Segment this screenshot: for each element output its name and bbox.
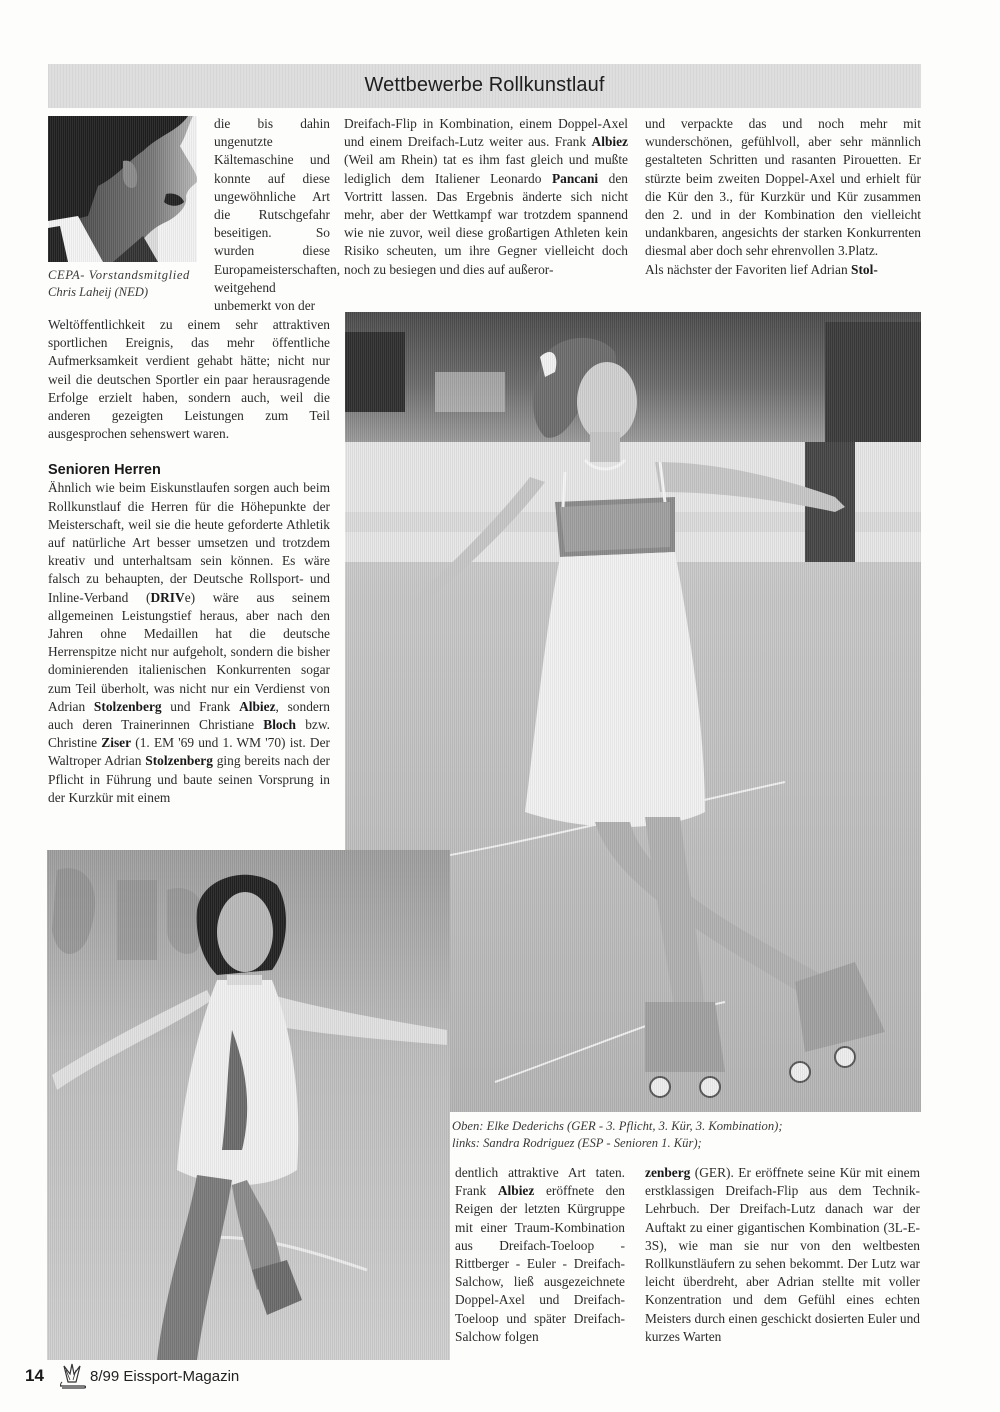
column1-body <box>48 316 330 807</box>
text-span: den Vortritt lassen. Das Ergebnis änderte sich nicht mehr, aber der Wettkampf war trotzdem spannend wie nie zuvor, weil diese großartigen Athleten kein Risiko scheuten, um ihre Gegner vielleicht doch noch zu besiegen und dies auf außeror- <box>344 170 628 277</box>
skater-woman-illustration-icon <box>47 850 450 1360</box>
text-span: (Weil am Rhein) tat es ihm fast gleich und mußte lediglich dem Italiener Leonardo <box>344 152 628 186</box>
bold-name: zenberg <box>645 1165 691 1180</box>
column1-intro-beside-photo <box>214 115 341 315</box>
column4-body <box>455 1164 625 1346</box>
bold-name: Stolzenberg <box>145 753 213 769</box>
page-number: 14 <box>25 1366 44 1385</box>
column2-body <box>344 115 628 279</box>
section-title: Wettbewerbe Rollkunstlauf <box>364 74 605 96</box>
portrait-caption-line1: CEPA- Vorstandsmitglied <box>48 268 190 282</box>
text-span: Ähnlich wie beim Eiskunstlaufen sorgen auch beim Rollkunstlauf die Herren für die Höhepunkte der Meisterschaft, weil sie die heute geforderte Athletik auf natürliche Art besser umsetzen und trotzdem kreativ und unterhaltsam sein können. Es wäre falsch zu behaupten, der Deutsche Rollsport- und Inline-Verband ( <box>48 480 330 605</box>
text-span: dentlich attraktive Art taten. Frank <box>455 1165 625 1199</box>
bold-name: Bloch <box>263 717 297 733</box>
paragraph-column3-a: und verpackte das und noch mehr mit wunderschönen, gefühlvoll, aber sehr männlich gestalteten Schritten und rasanten Pirouetten. Er stürzte beim zweiten Doppel-Axel und erhielt für die Kür den 3., für Kurzkür und Kür zusammen den 2. und in der Kombination den vielleicht undankbaren, angesichts der starken Konkurrenten diesmal aber doch sehr ehrenvollen 3.Platz. <box>645 116 921 259</box>
text-span: eröffnete den Reigen der letzten Kürgruppe mit einer Traum-Kombination aus Dreifach-Toeloop - Rittberger - Euler - Dreifach-Salchow, ließ ausgezeichnete Doppel-Axel und Dreifach-Toeloop und später Dreifach-Salchow folgen <box>455 1183 625 1344</box>
section-header-bar <box>48 64 921 108</box>
bold-name: DRIV <box>150 589 185 605</box>
bold-name: Pancani <box>551 170 599 186</box>
bold-name: Albiez <box>591 134 628 150</box>
intro-text-beside-photo: die bis dahin ungenutzte Kältemaschine und konnte auf diese ungewöhnliche Art die Rutschgefahr beseitigen. So wurden diese Europameisterschaften, weitgehend unbemerkt von der <box>214 116 341 314</box>
text-span: Als nächster der Favoriten lief Adrian <box>645 261 852 277</box>
bold-name: Albiez <box>497 1183 535 1199</box>
photo-caption <box>452 1118 872 1151</box>
portrait-silhouette-icon <box>48 116 197 262</box>
photo-sandra-rodriguez <box>47 850 450 1360</box>
portrait-photo <box>48 116 197 262</box>
text-span: Dreifach-Flip in Kombination, einem Doppel-Axel und einem Dreifach-Lutz weiter aus. Frank <box>344 116 628 150</box>
paragraph-column2 <box>344 115 628 279</box>
paragraph-column4 <box>455 1164 625 1346</box>
subheading-senioren-herren: Senioren Herren <box>48 462 161 479</box>
text-span: ging bereits nach der Pflicht in Führung und baute seinen Vorsprung in der Kurzkür mit einem <box>48 753 331 805</box>
paragraph-senioren-herren <box>48 479 330 807</box>
paragraph-column5 <box>645 1164 920 1346</box>
portrait-caption-line2: Chris Laheij (NED) <box>48 284 149 299</box>
bold-name: Albiez <box>239 698 276 714</box>
skate-logo-icon <box>56 1362 88 1392</box>
bold-name: Stolzenberg <box>93 698 162 714</box>
text-span: , sondern auch deren Trainerinnen Christiane <box>48 698 330 733</box>
magazine-issue: 8/99 Eissport-Magazin <box>90 1368 240 1385</box>
bold-name: Stol- <box>851 261 878 277</box>
paragraph-column3-b <box>645 261 921 279</box>
text-span: (GER). Er eröffnete seine Kür mit einem erstklassigen Dreifach-Flip aus dem Technik-Lehrbuch. Der Dreifach-Lutz danach war der Auftakt zu einer gigantischen Kombination (3L-E-3S), wie man sie nur von den weltbesten Rollkunstläufern zu sehen bekommt. Der Lutz war leicht überdreht, aber Adrian stellte mit voller Konzentration und dem Gefühl eines echten Meisters durch einen geschickt dosierten Euler und kurzes Warten <box>645 1165 920 1344</box>
column3-body <box>645 115 921 279</box>
portrait-caption <box>48 267 208 300</box>
text-span: bzw. Christine <box>48 717 330 751</box>
text-span: und Frank <box>161 698 240 714</box>
intro-text-continued: Weltöffentlichkeit zu einem sehr attraktiven sportlichen Ereignis, das mehr öffentliche Aufmerksamkeit verdient gehabt hätte; nicht nur weil die deutschen Sportler ein paar herausragende Erfolge erzielt haben, sondern auch, weil die anderen gezeigten Leistungen zum Teil ausgesprochen sehenswert waren. <box>48 317 330 442</box>
column5-body <box>645 1164 920 1346</box>
text-span: (1. EM '69 und 1. WM '70) ist. Der Waltroper Adrian <box>48 735 330 769</box>
photo-caption-line1: Oben: Elke Dederichs (GER - 3. Pflicht, 3. Kür, 3. Kombination); <box>452 1119 783 1133</box>
photo-caption-line2: links: Sandra Rodriguez (ESP - Senioren 1. Kür); <box>452 1135 702 1150</box>
bold-name: Ziser <box>101 735 132 751</box>
text-span: e) wäre aus seinem allgemeinen Leistungstief heraus, aber nach den Jahren ohne Medaillen hat die deutsche Herrenspitze nicht nur aufgeholt, sondern die bisher dominierenden italienischen Konkurrenten sogar zum Teil überholt, was nicht nur ein Verdienst von Adrian <box>48 589 330 714</box>
